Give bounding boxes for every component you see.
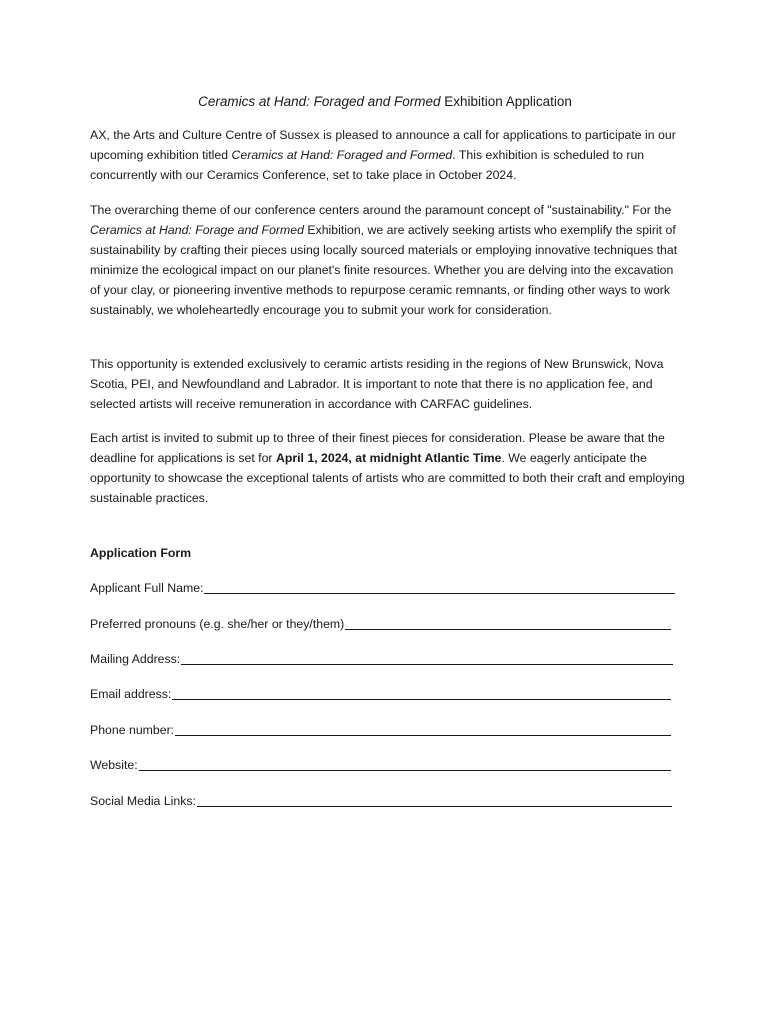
social-media-label: Social Media Links: bbox=[90, 794, 196, 808]
theme-exhibition-name: Ceramics at Hand: Forage and Formed bbox=[90, 223, 304, 237]
intro-paragraph bbox=[90, 125, 685, 185]
field-email bbox=[90, 685, 671, 703]
pronouns-label: Preferred pronouns (e.g. she/her or they/them) bbox=[90, 617, 345, 631]
social-media-blank[interactable] bbox=[197, 793, 672, 807]
intro-text-1: AX, the Arts and Culture Centre of Sussex is pleased to announce a call for applications to participate in our upcoming exhibition titled bbox=[90, 128, 676, 162]
website-label: Website: bbox=[90, 758, 138, 772]
pronouns-blank[interactable] bbox=[345, 616, 671, 630]
website-blank[interactable] bbox=[139, 757, 671, 771]
application-form-heading: Application Form bbox=[90, 546, 192, 560]
phone-label: Phone number: bbox=[90, 723, 175, 737]
theme-text-1: The overarching theme of our conference centers around the paramount concept of "sustainability." For the bbox=[90, 203, 672, 217]
title-rest: Exhibition Application bbox=[440, 94, 572, 109]
field-social-media bbox=[90, 792, 672, 810]
deadline-text-1: Each artist is invited to submit up to three of their finest pieces for consideration. Please be aware that the deadline for applications is set for bbox=[90, 431, 665, 465]
email-blank[interactable] bbox=[172, 686, 671, 700]
email-label: Email address: bbox=[90, 687, 172, 701]
field-mailing-address bbox=[90, 650, 673, 668]
deadline-date: April 1, 2024, at midnight Atlantic Time bbox=[275, 451, 502, 465]
field-phone bbox=[90, 721, 671, 739]
eligibility-paragraph: This opportunity is extended exclusively to ceramic artists residing in the regions of New Brunswick, Nova Scotia, PEI, and Newfoundland and Labrador. It is important to note that there is no application fee, and selected artists will receive remuneration in accordance with CARFAC guidelines. bbox=[90, 357, 664, 411]
mailing-address-blank[interactable] bbox=[181, 651, 673, 665]
full-name-blank[interactable] bbox=[204, 580, 675, 594]
intro-exhibition-name: Ceramics at Hand: Foraged and Formed bbox=[231, 148, 453, 162]
intro-text-2: . This exhibition is scheduled to run concurrently with our Ceramics Conference, set to take place in October 2024. bbox=[90, 148, 645, 182]
theme-text-2: Exhibition, we are actively seeking artists who exemplify the spirit of sustainability by crafting their pieces using locally sourced materials or employing innovative techniques that minimize the ecological impact on our planet's finite resources. Whether you are delving into the excavation of your clay, or pioneering inventive methods to repurpose ceramic remnants, or finding other ways to work sustainably, we wholeheartedly encourage you to submit your work for consideration. bbox=[90, 223, 678, 317]
document-title bbox=[0, 93, 770, 111]
full-name-label: Applicant Full Name: bbox=[90, 581, 204, 595]
field-full-name bbox=[90, 579, 675, 597]
mailing-address-label: Mailing Address: bbox=[90, 652, 181, 666]
title-italic: Ceramics at Hand: Foraged and Formed bbox=[198, 94, 441, 109]
field-pronouns bbox=[90, 615, 671, 633]
deadline-text-2: . We eagerly anticipate the opportunity to showcase the exceptional talents of artists who are committed to both their craft and employing sustainable practices. bbox=[90, 451, 685, 505]
phone-blank[interactable] bbox=[175, 722, 671, 736]
deadline-paragraph bbox=[90, 428, 685, 508]
field-website bbox=[90, 756, 671, 774]
theme-paragraph bbox=[90, 200, 685, 320]
